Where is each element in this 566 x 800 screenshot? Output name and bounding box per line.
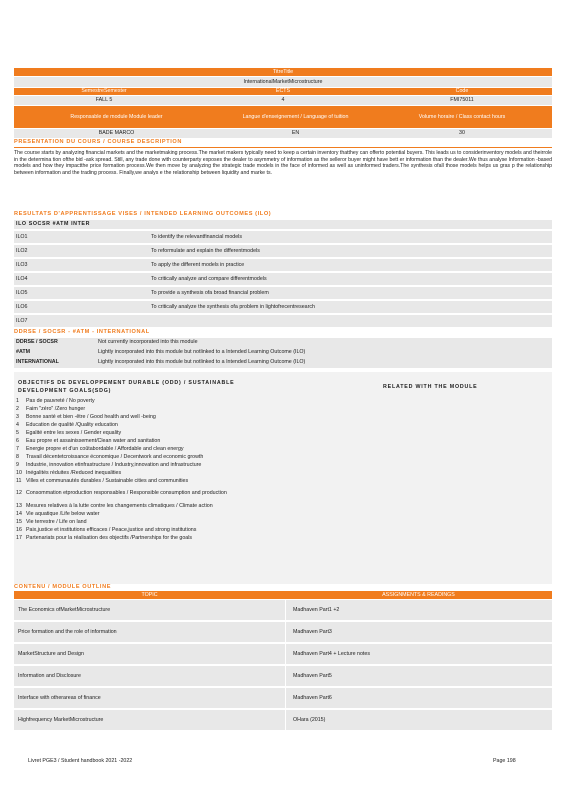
sdg-number: 15 xyxy=(16,519,22,526)
title-label-row xyxy=(14,68,552,76)
semester-header-row xyxy=(14,88,552,95)
volume-value: 30 xyxy=(459,130,465,137)
footer-page-number: Page 198 xyxy=(493,758,516,764)
sdg-text: Mesures relatives à la lutte contre les changements climatiques / Climate action xyxy=(26,503,213,510)
content-topic: Highfrequency MarketMicrostructure xyxy=(18,716,104,723)
themes-text: Not currently incorporated into this module xyxy=(98,339,198,345)
themes-label: #ATM xyxy=(16,349,31,355)
ilo-id: ILO2 xyxy=(16,247,28,254)
ilo-id: ILO7 xyxy=(16,317,28,324)
sdg-item xyxy=(14,478,394,485)
themes-title: DDRSE / SOCSR - #ATM - INTERNATIONAL xyxy=(14,329,150,335)
ilo-text: To critically analyze and compare differentmodels xyxy=(151,275,267,282)
themes-row xyxy=(14,359,552,365)
ilo-row xyxy=(14,273,552,286)
sdg-number: 12 xyxy=(16,490,22,497)
sdg-number: 13 xyxy=(16,503,22,510)
content-row xyxy=(14,622,552,643)
sdg-number: 3 xyxy=(16,414,19,421)
content-reading: Madhaven Part5 xyxy=(293,672,332,679)
sdg-number: 5 xyxy=(16,430,19,437)
topic-header: TOPIC xyxy=(141,591,158,598)
sdg-text: Vie terrestre / Life on land xyxy=(26,519,87,526)
language-value: EN xyxy=(291,130,300,137)
code-value: FMI75011 xyxy=(450,97,474,104)
content-reading: Madhaven Part6 xyxy=(293,694,332,701)
sdg-number: 17 xyxy=(16,535,22,542)
sdg-number: 7 xyxy=(16,446,19,453)
themes-row xyxy=(14,339,552,345)
sdg-text: Consommation etproduction responsables / Responsible consumption and production xyxy=(26,490,227,496)
ilo-row xyxy=(14,245,552,258)
sdg-text: Faim "zéro" /Zero hunger xyxy=(26,406,86,413)
sdg-item xyxy=(14,527,394,534)
sdg-number: 16 xyxy=(16,527,22,534)
ilo-text: To apply the different models in practice xyxy=(151,261,245,268)
sdg-item xyxy=(14,535,394,542)
sdg-item xyxy=(14,511,394,518)
sdg-text: Paix,justice et institutions efficaces / Peace,justice and strong institutions xyxy=(26,527,197,534)
sdg-text: Egalité entre les sexes / Gender equality xyxy=(26,430,122,437)
content-topic: MarketStructure and Design xyxy=(18,650,84,657)
ilo-text: To critically analyze the synthesis ofa problem in lightofrecentresearch xyxy=(151,303,315,310)
responsable-value-row xyxy=(14,129,552,138)
themes-label: DDRSE / SOCSR xyxy=(16,339,58,345)
presentation-title: PRESENTATION DU COURS / COURSE DESCRIPTION xyxy=(14,139,182,145)
sdg-text: Industrie, innovation etinfrastructure / Industry,innovation and infrastructure xyxy=(26,462,202,469)
content-reading: Madhaven Part4 + Lecture notes xyxy=(293,650,371,657)
sdg-item xyxy=(14,422,394,429)
sdg-number: 6 xyxy=(16,438,19,445)
language-label: Langue d'enseignement / Language of tuition xyxy=(242,114,349,120)
ilo-id: ILO3 xyxy=(16,261,28,268)
sdg-number: 9 xyxy=(16,462,19,469)
content-row xyxy=(14,600,552,621)
ilo-id: ILO5 xyxy=(16,289,28,296)
responsable-label: Responsable de module Module leader xyxy=(70,113,163,120)
sdg-title-line2: DEVELOPMENT GOALS(SDG) xyxy=(18,388,112,394)
sdg-text: Eau propre et assainissement/Clean water and sanitation xyxy=(26,438,161,445)
themes-text: Lightly incorporated into this module but notlinked to a Intended Learning Outcome (ILO) xyxy=(98,359,306,365)
ilo-id: ILO1 xyxy=(16,233,28,240)
sdg-number: 14 xyxy=(16,511,22,518)
ilo-row xyxy=(14,315,552,328)
content-row xyxy=(14,666,552,687)
sdg-item xyxy=(14,470,394,477)
title-value-row xyxy=(14,77,552,87)
ilo-row xyxy=(14,301,552,314)
content-header xyxy=(14,591,552,599)
ilo-row xyxy=(14,259,552,272)
sdg-number: 1 xyxy=(16,398,19,405)
sdg-number: 10 xyxy=(16,470,22,477)
content-reading: OHara (2015) xyxy=(293,716,326,723)
footer-handbook: Livret PGE3 / Student handbook 2021 -2022 xyxy=(28,758,133,764)
sdg-item xyxy=(14,430,394,437)
divider xyxy=(14,147,552,148)
content-row xyxy=(14,688,552,709)
content-topic: Price formation and the role of information xyxy=(18,628,117,635)
sdg-item xyxy=(14,414,394,421)
sdg-text: Vie aquatique /Life below water xyxy=(26,511,100,518)
readings-header: ASSIGNMENTS & READINGS xyxy=(382,591,455,598)
sdg-text: Pas de pauvreté / No poverty xyxy=(26,398,95,405)
semester-label: SemestreSemester xyxy=(81,88,127,95)
ects-label: ECTS xyxy=(275,88,291,95)
sdg-item xyxy=(14,398,394,405)
sdg-item xyxy=(14,446,394,453)
sdg-number: 2 xyxy=(16,406,19,413)
column-divider xyxy=(285,600,286,731)
volume-label: Volume horaire / Class contact hours xyxy=(418,113,506,120)
sdg-related-header: RELATED WITH THE MODULE xyxy=(383,384,478,390)
sdg-item xyxy=(14,438,394,445)
responsable-value: BADE MARCO xyxy=(98,130,135,137)
ilo-id: ILO4 xyxy=(16,275,28,282)
sdg-text: Education de qualité /Quality education xyxy=(26,422,118,429)
content-title: CONTENU / MODULE OUTLINE xyxy=(14,584,112,590)
ilo-title: RESULTATS D'APPRENTISSAGE VISES / INTENDED LEARNING OUTCOMES (ILO) xyxy=(14,211,272,217)
sdg-number: 8 xyxy=(16,454,19,461)
semester-value: FALL 5 xyxy=(95,97,113,104)
presentation-text: The course starts by analyzing financial markets and the marketmaking process.The market makers typically need to keep a certain inventory thatthey can offerto potential buyers. This leads us to considerinventory models and theirrole in the determina tion ofthe bid -ask spread. Still, any trade done with counterparty exposes the dealer to asymmetry of information as the selleror buyer might have bett er information than the dealer.We thus analyse Information -based models and how they impactthe price formation process.We then move by analyzing the strategic trade models in the face of informed as well as uninformed traders.The synthesis ofall those models helps us gras p the relationship between information and the trading process. Finally,we analys e the relationship between liquidity and marke ts. xyxy=(14,150,552,176)
content-reading: Madhaven Part1 +2 xyxy=(293,606,340,613)
sdg-text: Partenariats pour la réalisation des objectifs /Partnerships for the goals xyxy=(26,535,193,542)
ilo-row xyxy=(14,231,552,244)
content-row xyxy=(14,644,552,665)
ilo-header xyxy=(14,220,552,229)
sdg-number: 11 xyxy=(16,478,22,485)
sdg-text: Travail décentetcroissance économique / Decentwork and economic growth xyxy=(26,454,204,461)
ilo-text: To provide a synthesis ofa broad financial problem xyxy=(151,289,269,296)
course-title: InternationalMarketMicrostructure xyxy=(243,78,323,85)
sdg-item xyxy=(14,519,394,526)
sdg-text: Energie propre et d'un coûtabordable / Affordable and clean energy xyxy=(26,446,184,453)
ilo-id: ILO6 xyxy=(16,303,28,310)
title-label: TitreTitle xyxy=(272,68,294,75)
ilo-text: To reformulate and explain the differentmodels xyxy=(151,247,260,254)
content-topic: Information and Disclosure xyxy=(18,672,82,679)
sdg-item xyxy=(14,454,394,461)
ilo-text: To identify the relevantfinancial models xyxy=(151,233,242,240)
sdg-text: Inégalités réduites /Reduced inequalities xyxy=(26,470,122,477)
content-topic: The Economics ofMarketMicrostructure xyxy=(18,606,111,613)
ilo-row xyxy=(14,287,552,300)
ilo-header-text: ILO SOCSR #ATM INTER xyxy=(16,221,90,228)
sdg-item xyxy=(14,406,394,413)
sdg-item xyxy=(14,486,394,501)
code-label: Code xyxy=(455,88,469,95)
themes-label: INTERNATIONAL xyxy=(16,359,59,365)
themes-text: Lightly incorporated into this module but notlinked to a Intended Learning Outcome (ILO) xyxy=(98,349,306,355)
content-row xyxy=(14,710,552,731)
sdg-text: Bonne santé et bien -être / Good health and well -being xyxy=(26,414,156,421)
content-topic: Interface with otherareas of finance xyxy=(18,694,101,701)
semester-value-row xyxy=(14,96,552,105)
responsable-header-row xyxy=(14,106,552,128)
sdg-item xyxy=(14,503,394,510)
ects-value: 4 xyxy=(281,97,285,104)
themes-row xyxy=(14,349,552,355)
content-reading: Madhaven Part3 xyxy=(293,628,332,635)
sdg-text: Villes et communautés durables / Sustainable cities and communities xyxy=(26,478,189,485)
sdg-number: 4 xyxy=(16,422,19,429)
sdg-title-line1: OBJECTIFS DE DEVELOPPEMENT DURABLE (ODD) / SUSTAINABLE xyxy=(18,380,235,386)
sdg-item xyxy=(14,462,394,469)
